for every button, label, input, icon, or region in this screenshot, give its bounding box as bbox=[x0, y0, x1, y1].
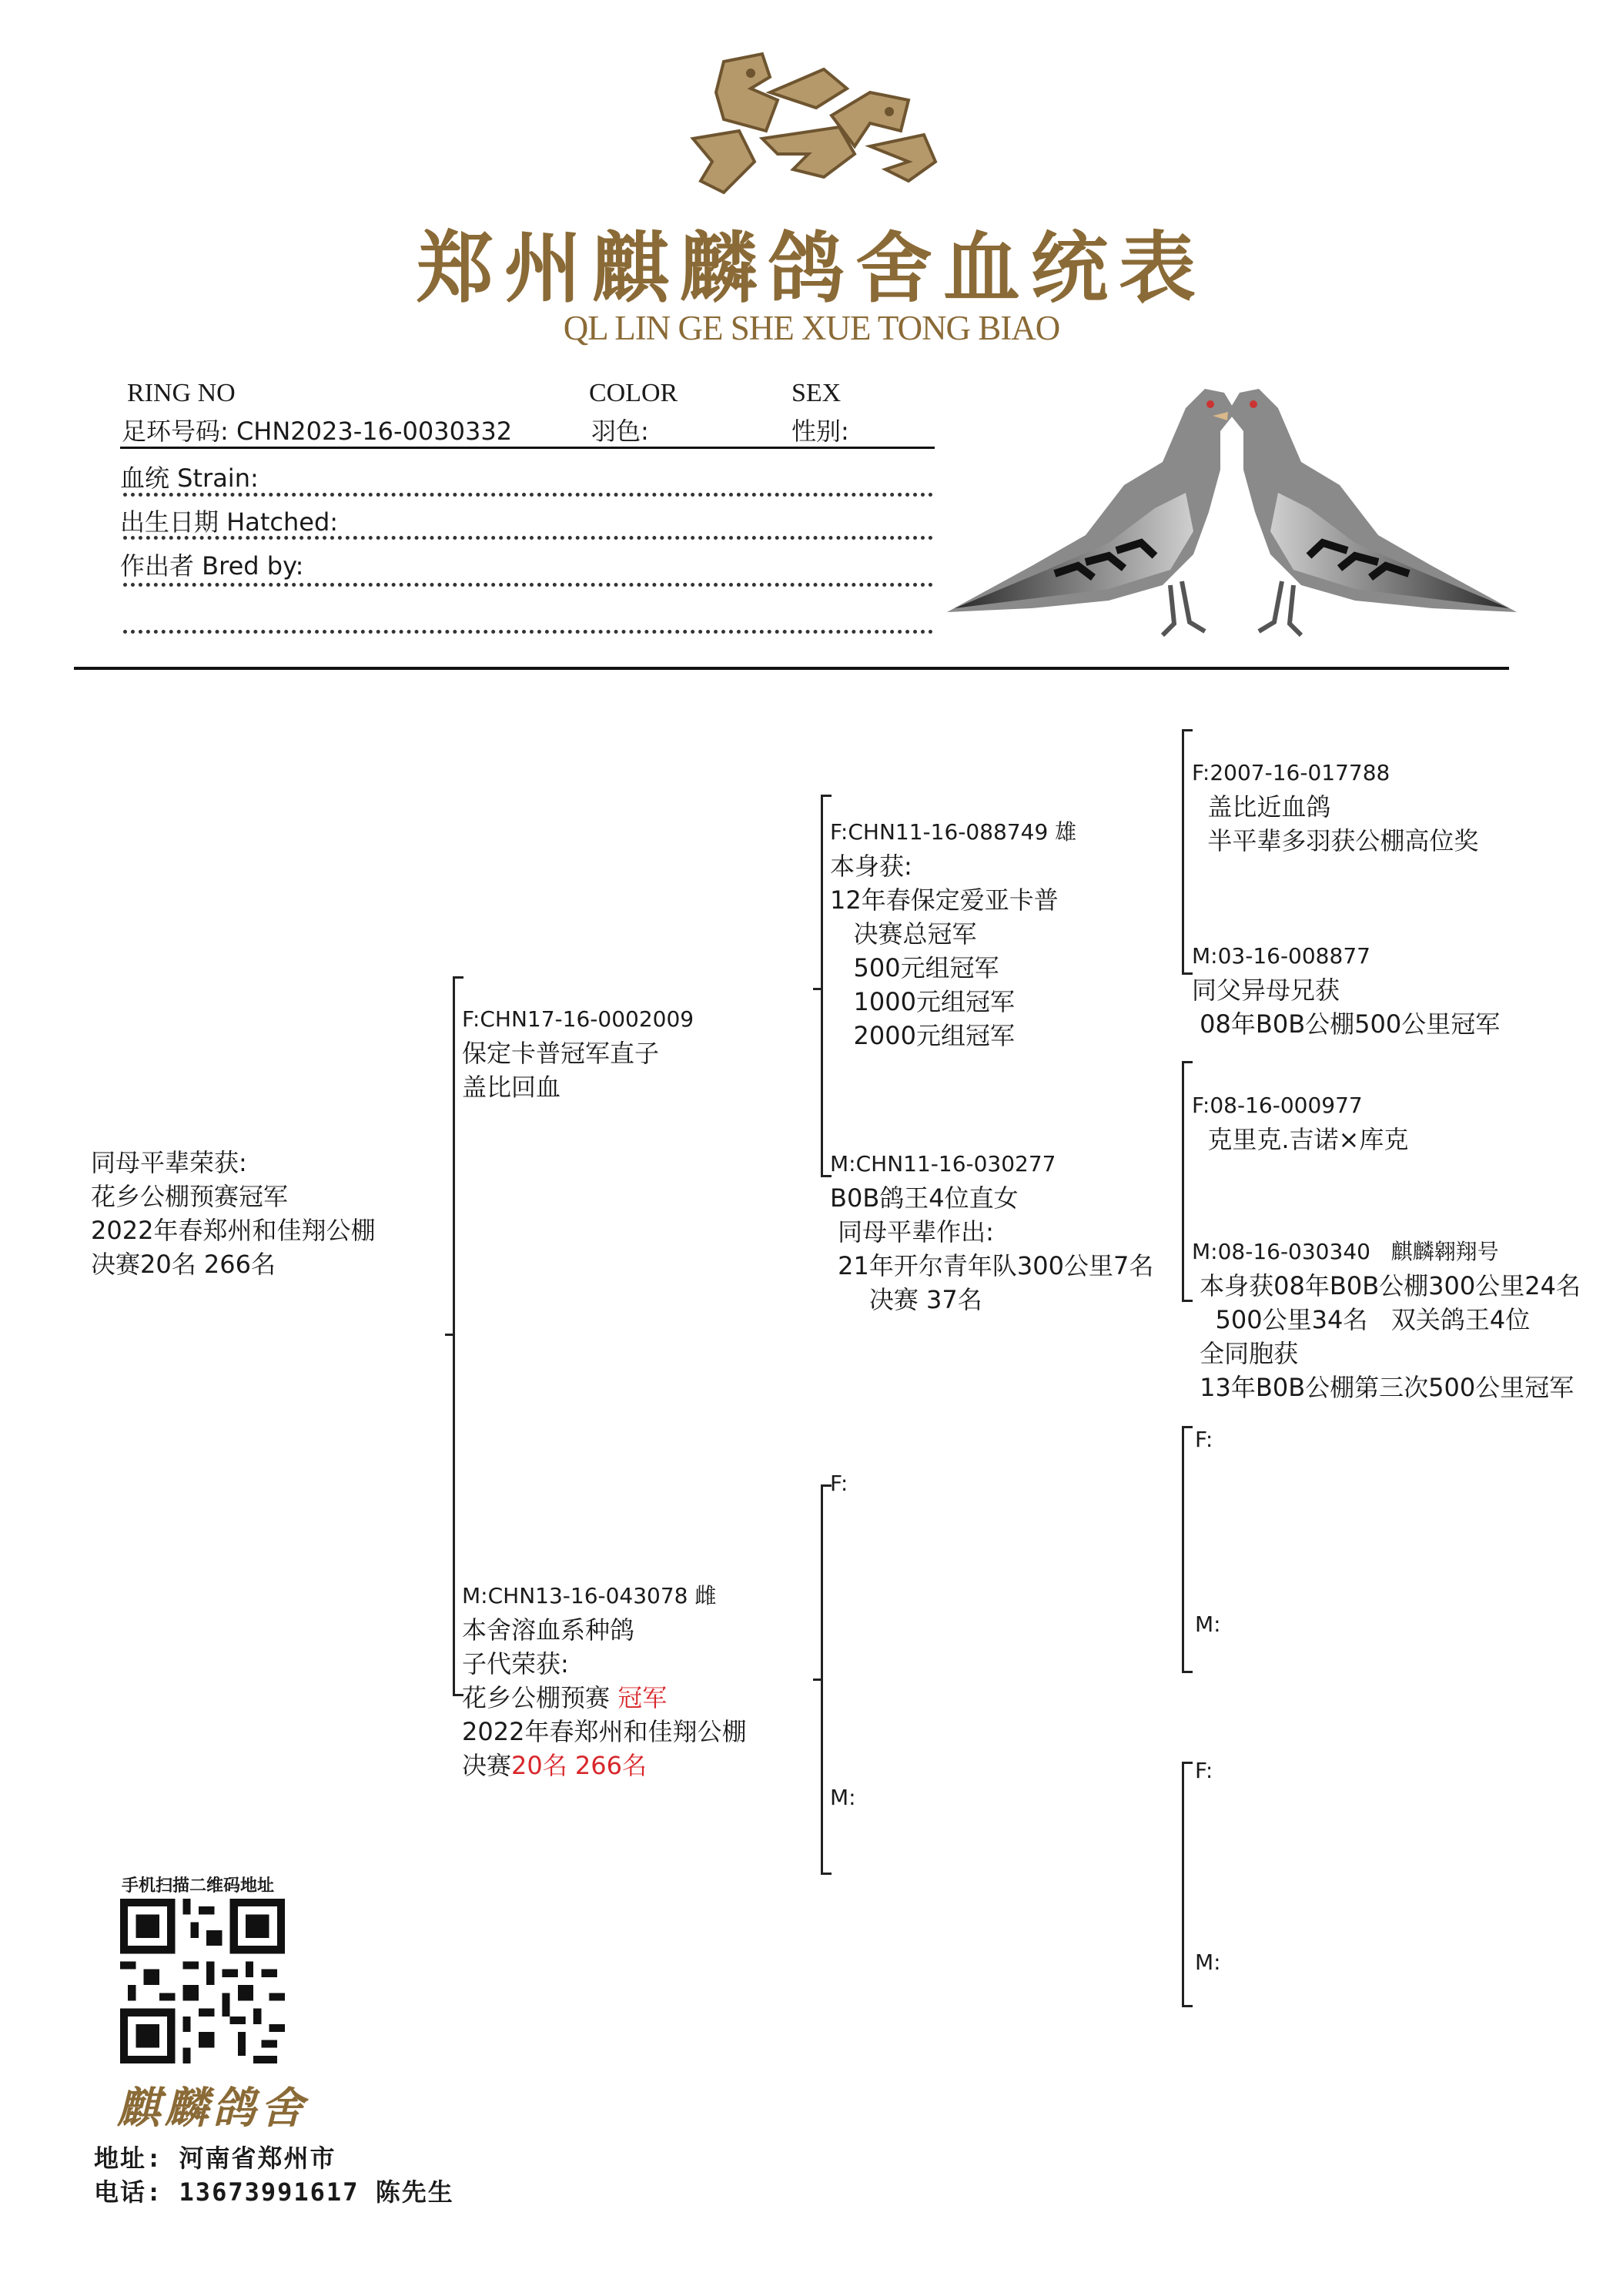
mm-parents-bracket bbox=[1182, 1762, 1184, 2006]
dam-parents-bracket-bottom bbox=[821, 1873, 832, 1875]
sire-mother-note: 21年开尔青年队300公里7名 bbox=[830, 1251, 1154, 1280]
header-divider bbox=[74, 667, 1509, 670]
sire-father-note: 500元组冠军 bbox=[830, 953, 999, 982]
fm-father-ring: F:08-16-000977 bbox=[1192, 1093, 1363, 1118]
hatched-label: 出生日期 Hatched: bbox=[120, 507, 339, 537]
dam-parents-connector bbox=[813, 1678, 822, 1681]
sire-father-note: 1000元组冠军 bbox=[830, 987, 1015, 1016]
mf-mother-ring: M: bbox=[1195, 1612, 1221, 1637]
sire-parents-bracket bbox=[821, 795, 823, 1176]
mf-father-ring: F: bbox=[1195, 1427, 1213, 1452]
sire-mother-block bbox=[830, 1113, 1153, 1350]
color-label-en: COLOR bbox=[589, 379, 678, 407]
ring-label-en: RING NO bbox=[127, 379, 236, 407]
sire-ring: F:CHN17-16-0002009 bbox=[462, 1006, 694, 1032]
fm-father-block bbox=[1192, 1055, 1408, 1190]
mm-parents-bracket-top bbox=[1182, 1762, 1193, 1764]
sire-father-note: 本身获: bbox=[830, 852, 912, 881]
dragon-logo-icon bbox=[678, 46, 947, 200]
dam-note: 本舍溶血系种鸽 bbox=[462, 1615, 635, 1645]
subject-note: 决赛20名 266名 bbox=[91, 1250, 276, 1279]
sire-note: 盖比回血 bbox=[462, 1073, 561, 1102]
sire-mother-note: 决赛 37名 bbox=[830, 1285, 982, 1314]
fm-parents-bracket-bottom bbox=[1182, 1300, 1193, 1302]
pigeon-left-icon bbox=[947, 389, 1251, 635]
strain-dots bbox=[123, 493, 933, 497]
mm-father-ring: F: bbox=[1195, 1758, 1213, 1783]
dam-note-highlight: 冠军 bbox=[617, 1683, 668, 1712]
subject-notes bbox=[91, 1112, 375, 1315]
hatched-dots bbox=[123, 536, 933, 540]
gen1-connector bbox=[445, 1334, 454, 1336]
ff-father-ring: F:2007-16-017788 bbox=[1192, 760, 1390, 785]
phone: 电话: 13673991617 陈先生 bbox=[94, 2177, 454, 2207]
dam-block bbox=[462, 1545, 746, 1816]
pigeon-pair-illustration bbox=[939, 377, 1524, 654]
dam-note bbox=[462, 1749, 746, 1782]
dam-note: 2022年春郑州和佳翔公棚 bbox=[462, 1717, 747, 1746]
sire-father-ring: F:CHN11-16-088749 雄 bbox=[830, 819, 1077, 845]
sire-father-note: 决赛总冠军 bbox=[830, 919, 977, 949]
subject-note: 花乡公棚预赛冠军 bbox=[91, 1182, 289, 1211]
ff-parents-bracket-top bbox=[1182, 729, 1193, 731]
dam-ring: M:CHN13-16-043078 雌 bbox=[462, 1583, 717, 1608]
loft-seal: 麒麟鸽舍 bbox=[117, 2083, 308, 2134]
sire-mother-note: 同母平辈作出: bbox=[830, 1217, 994, 1247]
fm-mother-note: 13年B0B公棚第三次500公里冠军 bbox=[1192, 1373, 1574, 1402]
mf-parents-bracket-top bbox=[1182, 1426, 1193, 1428]
sex-label: 性别: bbox=[791, 417, 849, 446]
dam-note-text: 花乡公棚预赛 bbox=[462, 1683, 618, 1712]
dam-mother-ring: M: bbox=[830, 1785, 856, 1810]
mf-parents-bracket bbox=[1182, 1426, 1184, 1672]
dam-note-text: 决赛 bbox=[462, 1751, 512, 1780]
address: 地址: 河南省郑州市 bbox=[94, 2144, 336, 2173]
fm-mother-note: 全同胞获 bbox=[1192, 1339, 1299, 1368]
qr-code-icon[interactable] bbox=[120, 1899, 285, 2063]
fm-parents-bracket bbox=[1182, 1061, 1184, 1301]
fm-father-note: 克里克.吉诺×库克 bbox=[1192, 1125, 1409, 1154]
sire-parents-connector bbox=[813, 988, 822, 990]
ff-parents-bracket bbox=[1182, 729, 1184, 974]
ff-mother-note: 08年B0B公棚500公里冠军 bbox=[1192, 1009, 1501, 1039]
dam-father-ring: F: bbox=[830, 1471, 848, 1496]
bred-by-dots-2 bbox=[123, 630, 933, 634]
sire-father-note: 2000元组冠军 bbox=[830, 1021, 1015, 1050]
ff-father-note: 半平辈多羽获公棚高位奖 bbox=[1192, 826, 1479, 855]
ring-number: 足环号码: CHN2023-16-0030332 bbox=[122, 417, 513, 446]
strain-label: 血统 Strain: bbox=[120, 464, 259, 493]
fm-parents-bracket-top bbox=[1182, 1061, 1193, 1063]
mm-parents-bracket-bottom bbox=[1182, 2005, 1193, 2007]
ff-mother-block bbox=[1192, 905, 1500, 1075]
ff-mother-note: 同父异母兄获 bbox=[1192, 976, 1340, 1005]
sire-father-block bbox=[830, 782, 1076, 1086]
mm-mother-ring: M: bbox=[1195, 1950, 1221, 1975]
ring-underline bbox=[120, 447, 935, 449]
dam-note: 子代荣获: bbox=[462, 1649, 569, 1678]
ff-father-note: 盖比近血鸽 bbox=[1192, 792, 1331, 822]
qr-caption: 手机扫描二维码地址 bbox=[122, 1876, 275, 1896]
fm-mother-note: 500公里34名 双关鸽王4位 bbox=[1192, 1305, 1531, 1334]
subject-note: 2022年春郑州和佳翔公棚 bbox=[91, 1216, 376, 1245]
bred-by-dots-1 bbox=[123, 583, 933, 587]
ff-mother-ring: M:03-16-008877 bbox=[1192, 943, 1370, 969]
ff-parents-bracket-bottom bbox=[1182, 972, 1193, 975]
mf-parents-bracket-bottom bbox=[1182, 1671, 1193, 1673]
ff-father-block bbox=[1192, 722, 1478, 892]
fm-mother-note: 本身获08年B0B公棚300公里24名 bbox=[1192, 1271, 1581, 1300]
page-subtitle: QL LIN GE SHE XUE TONG BIAO bbox=[563, 309, 1060, 347]
dam-note bbox=[462, 1681, 746, 1715]
sire-mother-note: B0B鸽王4位直女 bbox=[830, 1183, 1019, 1213]
sex-label-en: SEX bbox=[791, 379, 842, 407]
fm-mother-ring: M:08-16-030340 麒麟翱翔号 bbox=[1192, 1239, 1499, 1264]
color-label: 羽色: bbox=[591, 417, 649, 446]
sire-mother-ring: M:CHN11-16-030277 bbox=[830, 1151, 1056, 1176]
bred-by-label: 作出者 Bred by: bbox=[120, 551, 304, 581]
fm-mother-block bbox=[1192, 1201, 1581, 1438]
gen1-bracket bbox=[453, 976, 455, 1696]
subject-note: 同母平辈荣获: bbox=[91, 1148, 247, 1177]
dam-note-highlight: 20名 266名 bbox=[511, 1751, 647, 1780]
sire-note: 保定卡普冠军直子 bbox=[462, 1039, 660, 1068]
sire-block bbox=[462, 969, 694, 1138]
pigeon-right-icon bbox=[1213, 389, 1517, 635]
sire-father-note: 12年春保定爱亚卡普 bbox=[830, 885, 1059, 915]
page-title: 郑州麒麟鸽舍血统表 bbox=[417, 223, 1206, 313]
